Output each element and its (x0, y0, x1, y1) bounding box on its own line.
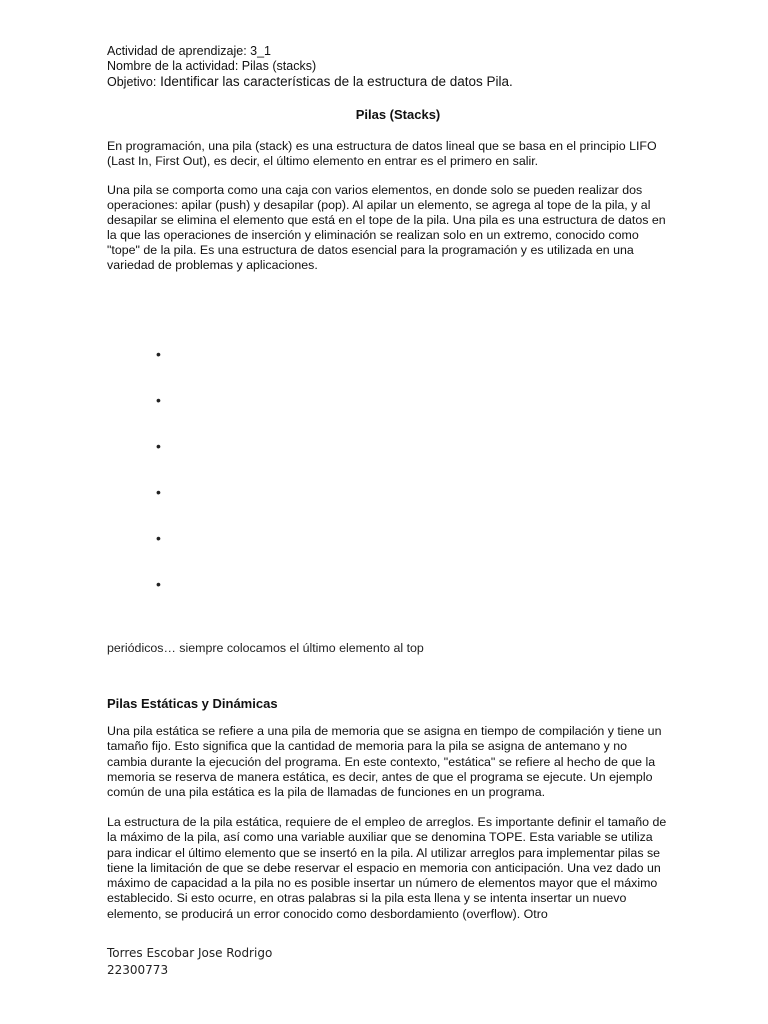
activity-name: Nombre de la actividad: Pilas (stacks) (107, 59, 317, 73)
section-paragraph-2: La estructura de la pila estática, requiere de el empleo de arreglos. Es importante definir el tamaño de la máximo de la pila, así como una variable auxiliar que se denomina TOPE. Esta variable se utiliza para indicar el último elemento que se insertó en la pila. Al utilizar arreglos para implementar pilas se tiene la limitación de que se debe reservar el espacio en memoria con anticipación. Una vez dado un máximo de capacidad a la pila no es posible insertar un número de elementos mayor que el máximo establecido. Si esto ocurre, en otras palabras si la pila esta llena y se intenta insertar un nuevo elemento, se producirá un error conocido como desbordamiento (overflow). Otro (107, 815, 667, 921)
objective-label: Objetivo: (107, 75, 157, 89)
intro-paragraph-1: En programación, una pila (stack) es una estructura de datos lineal que se basa en el principio LIFO (Last In, First Out), es decir, el último elemento en entrar es el primero en salir. (107, 139, 657, 168)
section-paragraph-1: Una pila estática se refiere a una pila de memoria que se asigna en tiempo de compilación y tiene un tamaño fijo. Esto significa que la cantidad de memoria para la pila se asigna de antemano y no cambia durante la ejecución del programa. En este contexto, "estática" se refiere al hecho de que la memoria se reserva de manera estática, es decir, antes de que el programa se ejecute. Un ejemplo común de una pila estática es la pila de llamadas de funciones en un programa. (107, 724, 662, 800)
student-id: 22300773 (107, 963, 169, 977)
note-text: periódicos… siempre colocamos el último elemento al top (107, 641, 424, 655)
document-header (107, 44, 667, 90)
page-title: Pilas (Stacks) (355, 107, 441, 122)
objective-text: Identificar las características de la estructura de datos Pila. (156, 74, 513, 89)
intro-paragraph-2: Una pila se comporta como una caja con varios elementos, en donde solo se pueden realizar dos operaciones: apilar (push) y desapilar (pop). Al apilar un elemento, se agrega al tope de la pila, y al desapilar se elimina el elemento que está en el tope de la pila. Una pila es una estructura de datos en la que las operaciones de inserción y eliminación se realizan solo en un extremo, conocido como "tope" de la pila. Es una estructura de datos esencial para la programación y es utilizada en una variedad de problemas y aplicaciones. (107, 183, 666, 272)
objective-line (107, 74, 667, 90)
section-title: Pilas Estáticas y Dinámicas (107, 696, 278, 711)
activity-number: Actividad de aprendizaje: 3_1 (107, 44, 272, 58)
author-name: Torres Escobar Jose Rodrigo (107, 946, 273, 960)
footer (107, 945, 272, 979)
